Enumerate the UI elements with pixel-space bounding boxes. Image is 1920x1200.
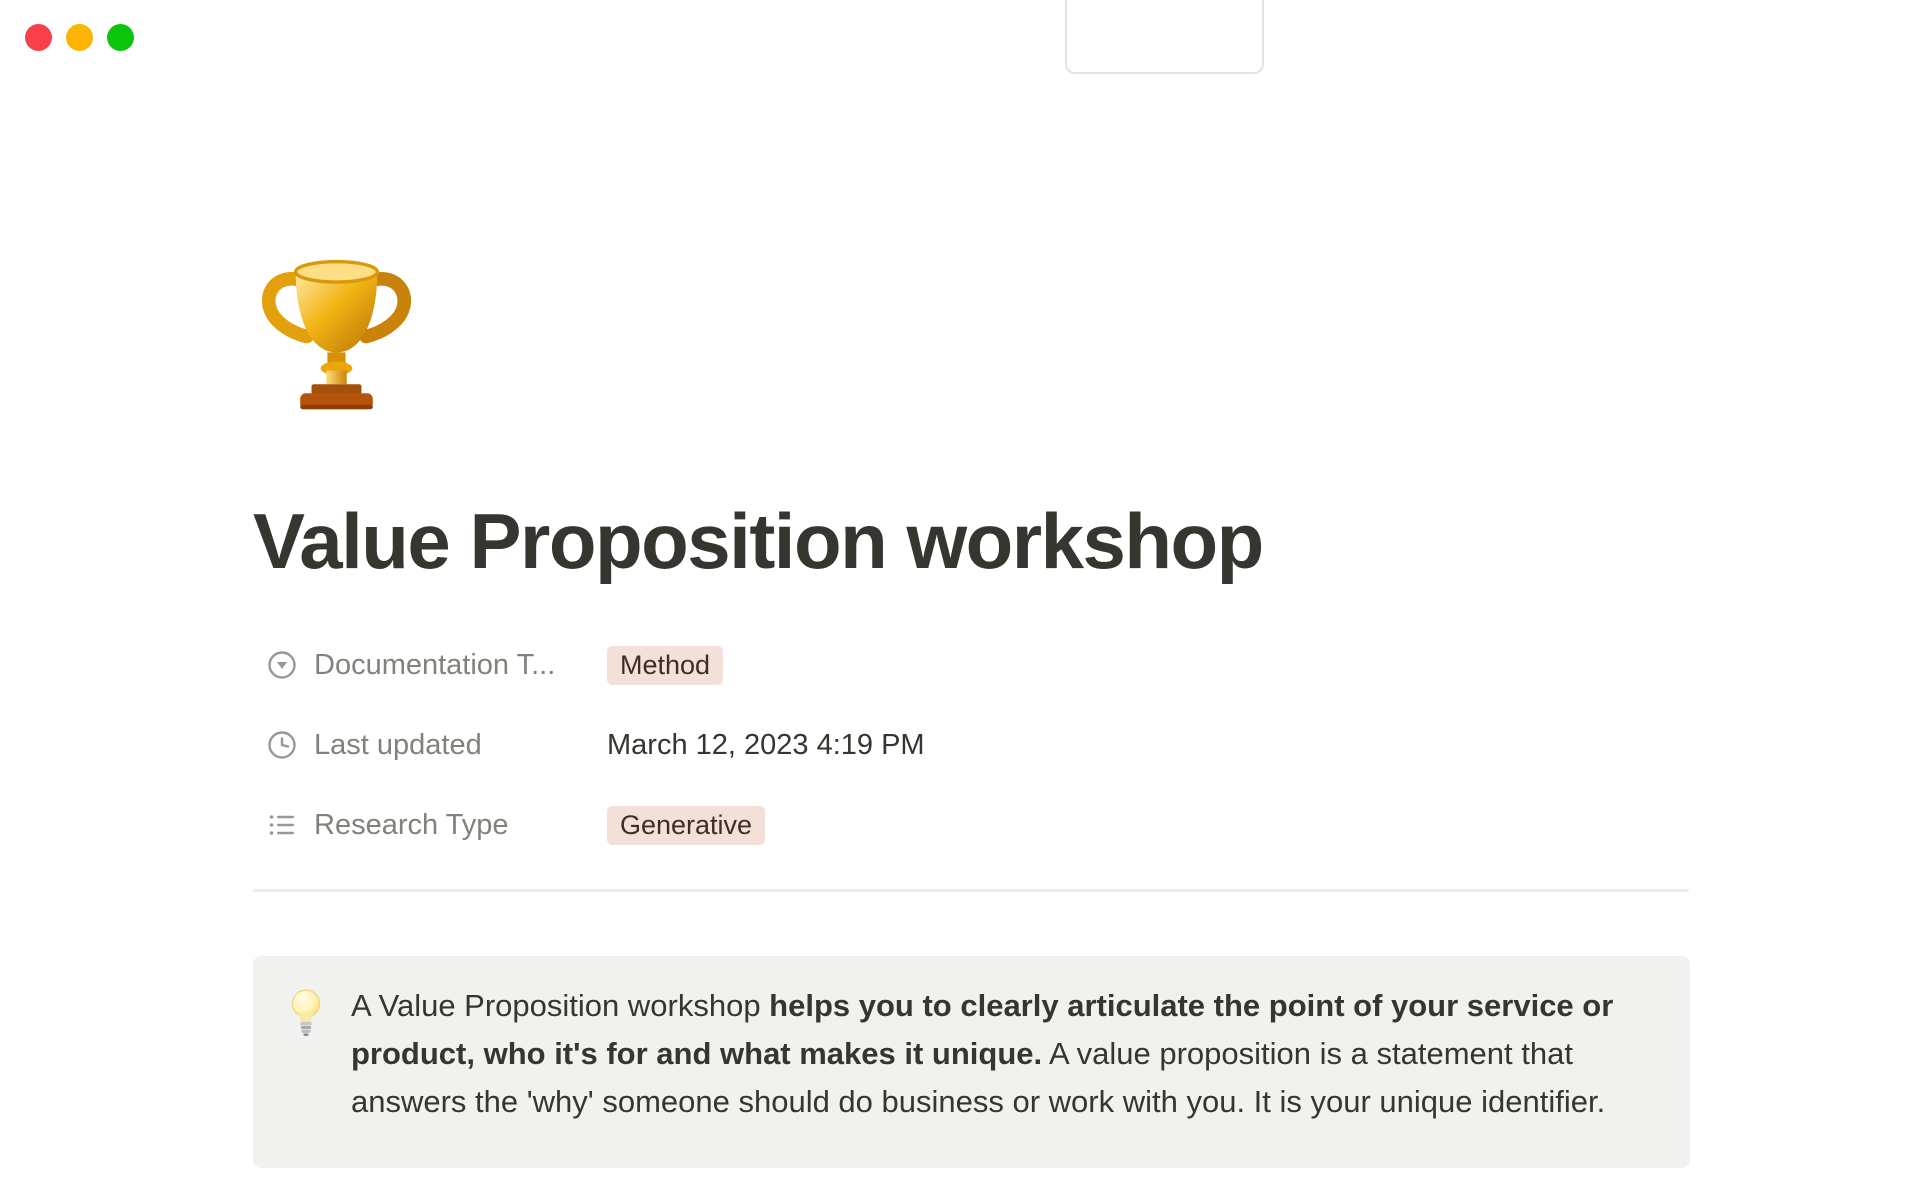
property-label: Last updated [314, 728, 482, 761]
light-bulb-icon [287, 988, 327, 1040]
tag-generative[interactable]: Generative [607, 806, 765, 845]
bulleted-list-icon [266, 809, 298, 841]
minimize-button[interactable] [66, 24, 93, 51]
trophy-icon [254, 248, 419, 416]
property-label: Documentation T... [314, 648, 556, 681]
last-updated-value[interactable]: March 12, 2023 4:19 PM [607, 728, 925, 761]
property-last-updated[interactable] [253, 729, 607, 762]
properties-panel [253, 625, 1690, 865]
property-documentation-type[interactable] [253, 649, 607, 682]
close-button[interactable] [25, 24, 52, 51]
property-row-documentation-type [253, 625, 1690, 705]
property-research-type[interactable] [253, 809, 607, 842]
divider [253, 889, 1689, 892]
cutoff-popup-panel [1065, 0, 1264, 74]
zoom-button[interactable] [107, 24, 134, 51]
page-icon-trophy[interactable] [254, 248, 419, 416]
callout-block[interactable] [253, 956, 1690, 1168]
page-title[interactable]: Value Proposition workshop [253, 497, 1263, 585]
callout-text: A Value Proposition workshop helps you to clearly articulate the point of your service or product, who it's for and what makes it unique. A value proposition is a statement that answers the 'why' someone should do business or work with you. It is your unique identifier. [351, 988, 1614, 1119]
property-label: Research Type [314, 808, 509, 841]
tag-method[interactable]: Method [607, 646, 723, 685]
dropdown-circle-icon [266, 649, 298, 681]
clock-icon [266, 729, 298, 761]
property-row-last-updated [253, 705, 1690, 785]
window-controls [25, 24, 134, 51]
property-row-research-type [253, 785, 1690, 865]
